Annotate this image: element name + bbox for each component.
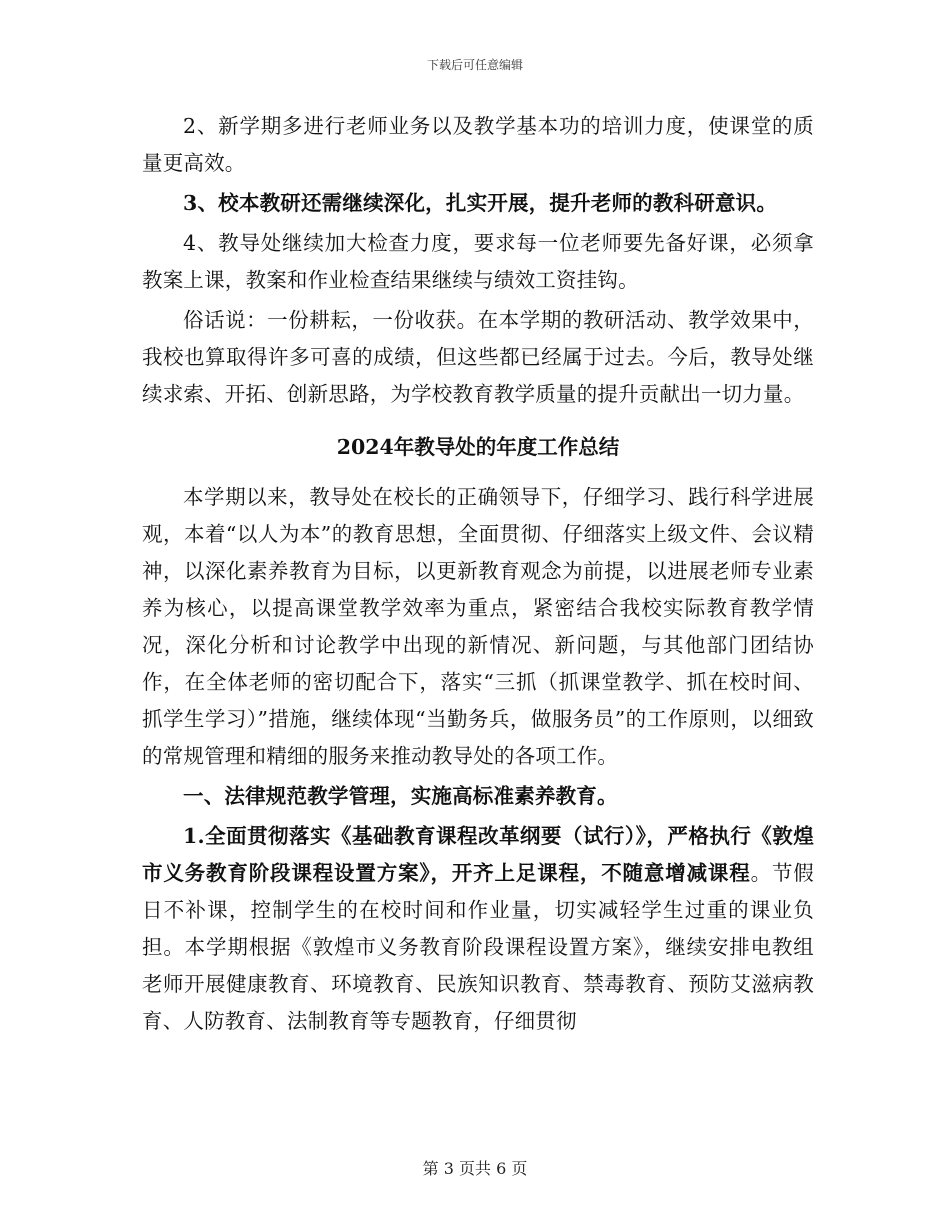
- paragraph-inspection: 4、教导处继续加大检查力度，要求每一位老师要先备好课，必须拿教案上课，教案和作业检查结果继续与绩效工资挂钩。: [142, 231, 814, 292]
- document-body: [142, 108, 814, 1040]
- page-header: 下载后可任意编辑: [426, 58, 523, 72]
- curriculum-bold-text: 1.全面贯彻落实《基础教育课程改革纲要（试行）》，严格执行《敦煌市义务教育阶段课程设置方案》，开齐上足课程，不随意增减课程: [142, 824, 814, 885]
- heading-standardize-management: 一、法律规范教学管理，实施高标准素养教育。: [183, 784, 618, 808]
- paragraph-school-research: 3、校本教研还需继续深化，扎实开展，提升老师的教科研意识。: [183, 191, 778, 215]
- paragraph-training: 2、新学期多进行老师业务以及教学基本功的培训力度，使课堂的质量更高效。: [142, 114, 814, 175]
- page-footer: 第 3 页共 6 页: [422, 1159, 528, 1178]
- section-title: 2024年教导处的年度工作总结: [336, 435, 620, 459]
- curriculum-normal-text: 。节假日不补课，控制学生的在校时间和作业量，切实减轻学生过重的课业负担。本学期根据《敦煌市义务教育阶段课程设置方案》，继续安排电教组老师开展健康教育、环境教育、民族知识教育、禁毒教育、预防艾滋病教育、人防教育、法制教育等专题教育，仔细贯彻: [142, 861, 814, 1033]
- paragraph-curriculum: [142, 818, 814, 1040]
- paragraph-intro: 本学期以来，教导处在校长的正确领导下，仔细学习、践行科学进展观，本着“以人为本”的教育思想，全面贯彻、仔细落实上级文件、会议精神，以深化素养教育为目标，以更新教育观念为前提，以进展老师专业素养为核心，以提高课堂教学效率为重点，紧密结合我校实际教育教学情况，深化分析和讨论教学中出现的新情况、新问题，与其他部门团结协作，在全体老师的密切配合下，落实“三抓（抓课堂教学、抓在校时间、抓学生学习）”措施，继续体现“当勤务兵，做服务员”的工作原则，以细致的常规管理和精细的服务来推动教导处的各项工作。: [142, 485, 814, 768]
- paragraph-proverb: 俗话说：一份耕耘，一份收获。在本学期的教研活动、教学效果中，我校也算取得许多可喜的成绩，但这些都已经属于过去。今后，教导处继续求索、开拓、创新思路，为学校教育教学质量的提升贡献出一切力量。: [142, 308, 814, 406]
